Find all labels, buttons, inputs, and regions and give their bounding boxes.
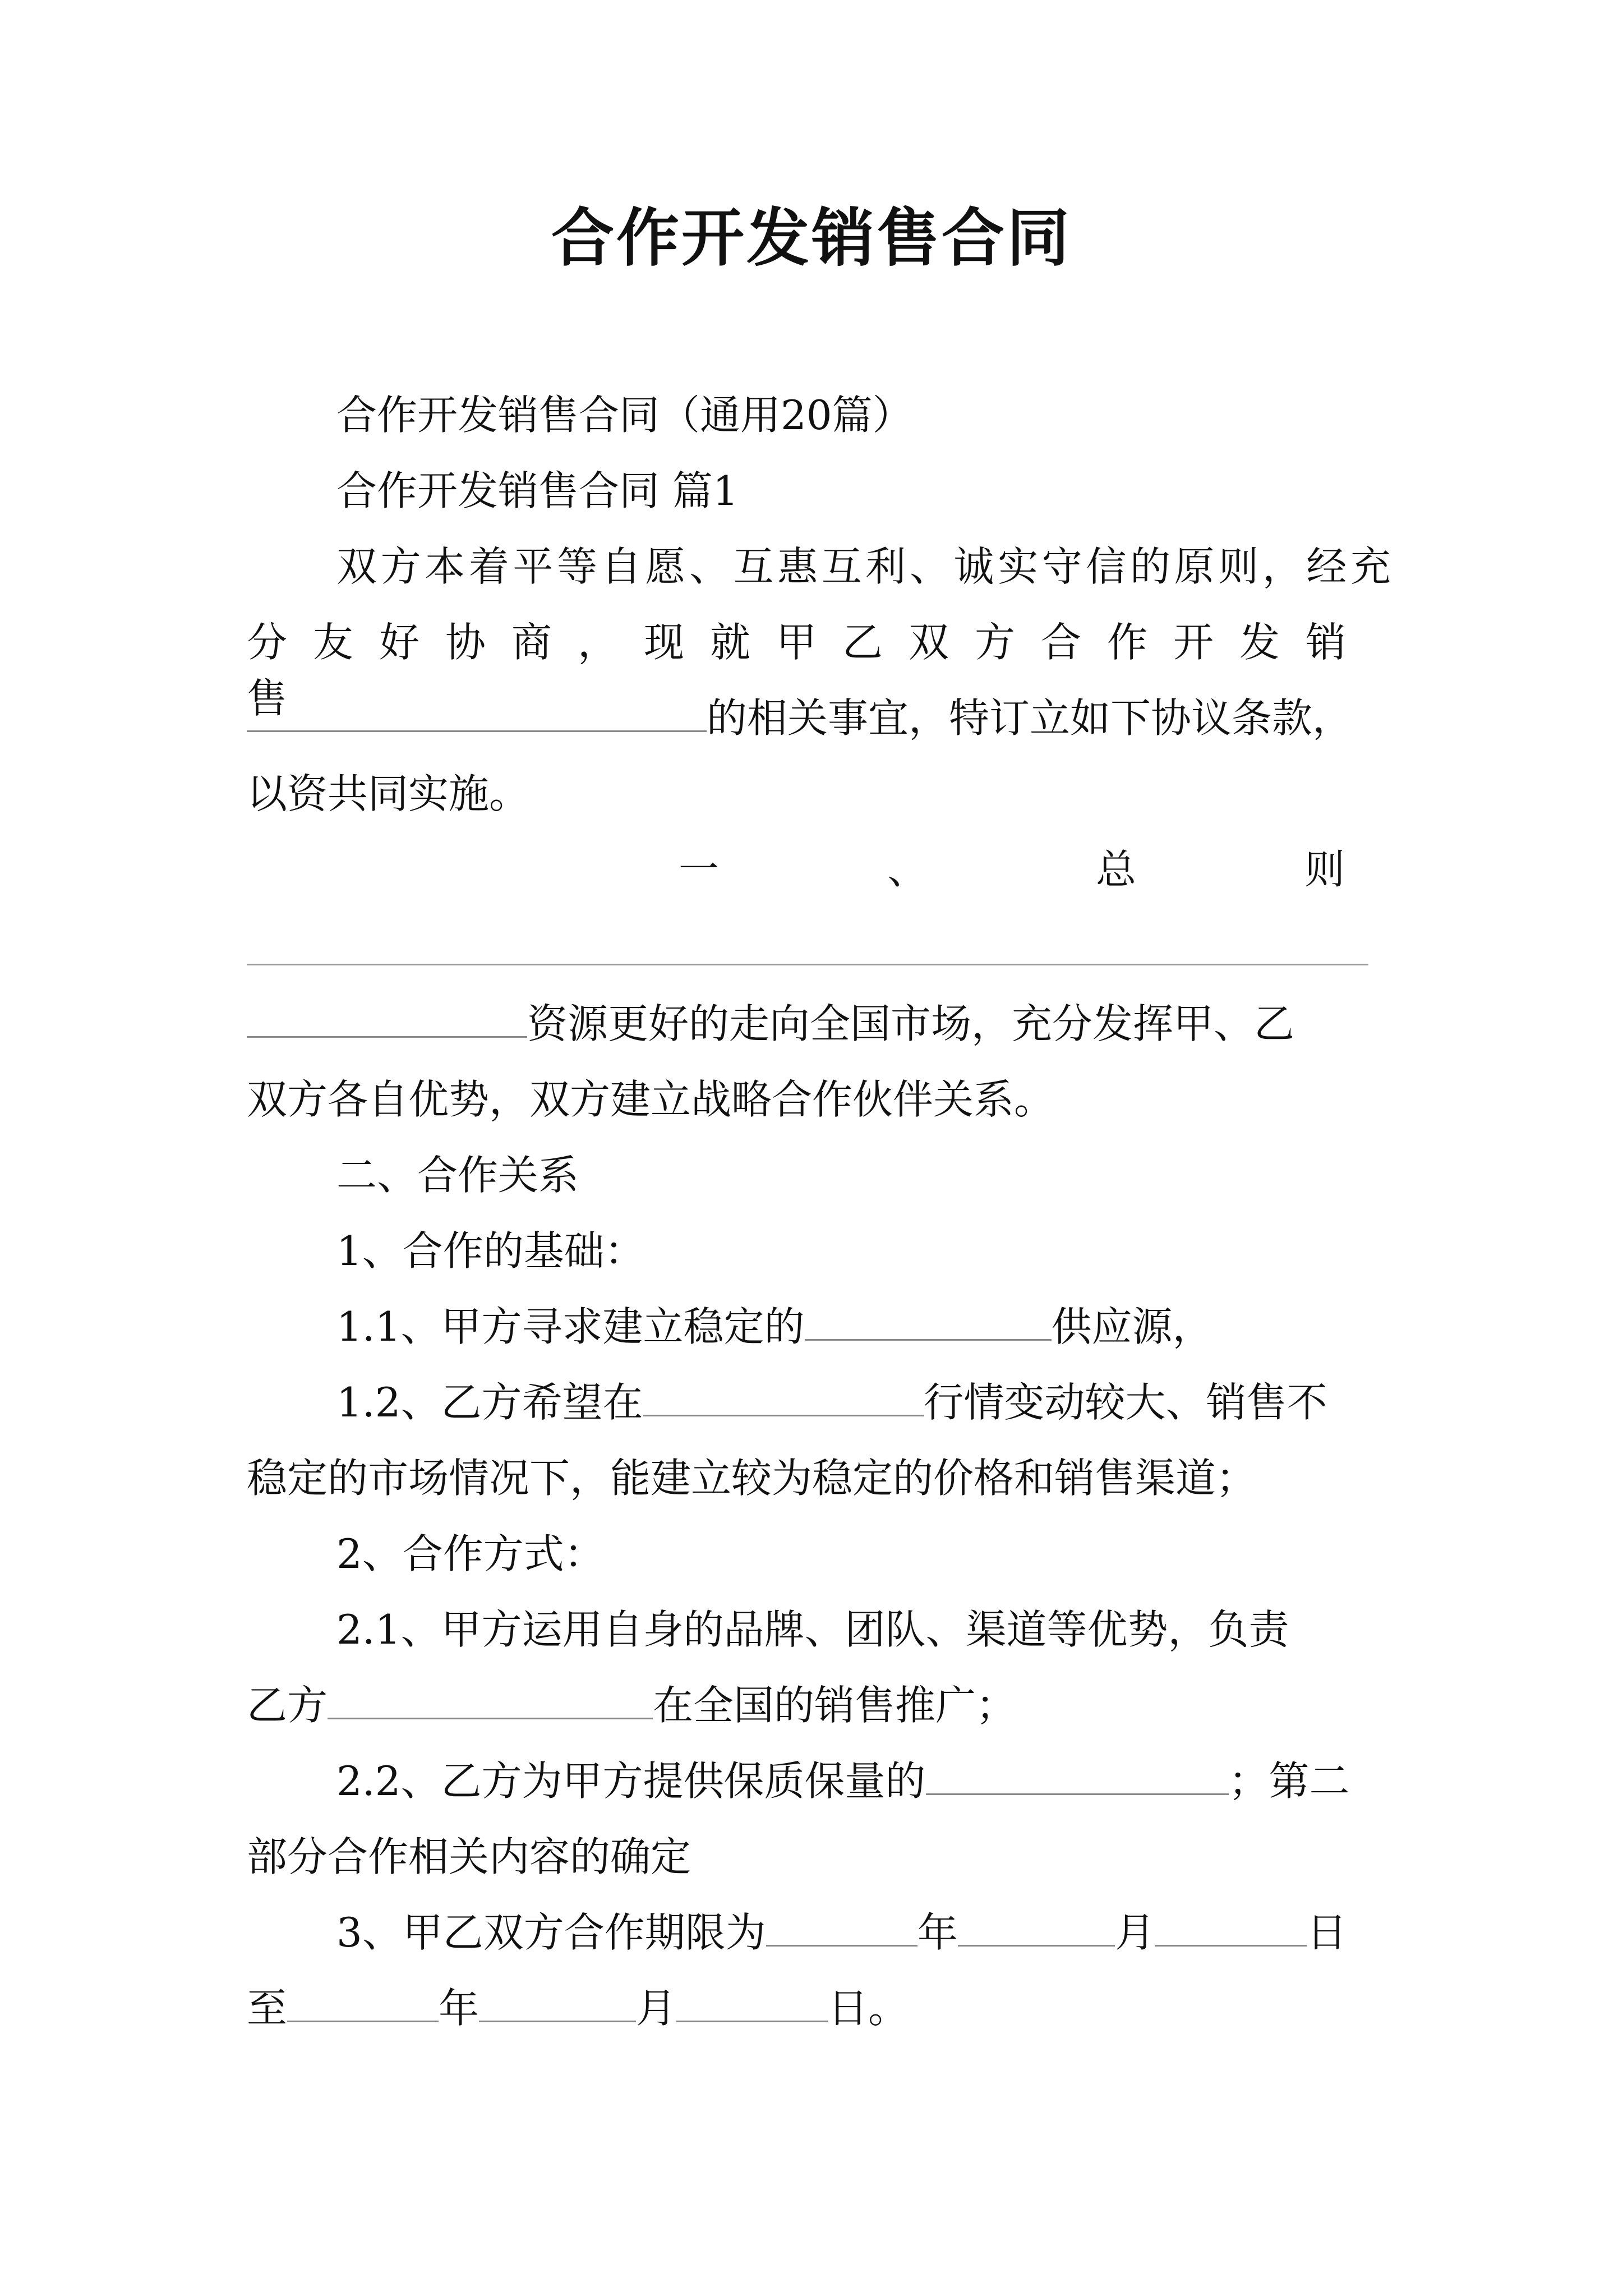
subtitle-line: 合作开发销售合同（通用20篇） — [336, 392, 913, 439]
paragraph-line: 稳定的市场情况下，能建立较为稳定的价格和销售渠道； — [247, 1455, 1257, 1502]
day-label: 日 — [1306, 1909, 1347, 1956]
clause-heading: 1、合作的基础： — [336, 1227, 645, 1274]
term-line — [336, 1904, 1391, 1961]
clause-text: 供应源， — [1051, 1303, 1213, 1350]
year-label: 年 — [917, 1909, 958, 1956]
paragraph-text: 资源更好的走向全国市场，充分发挥甲、乙 — [527, 1000, 1295, 1047]
paragraph-text: 的相关事宜，特订立如下协议条款， — [707, 694, 1353, 742]
fill-in-blank[interactable] — [643, 1380, 924, 1416]
clause-text: 1.2、乙方希望在 — [336, 1379, 643, 1426]
fill-in-blank-year[interactable] — [766, 1910, 917, 1947]
fill-in-blank-year[interactable] — [287, 1986, 439, 2022]
paragraph-line — [247, 996, 1391, 1052]
section-heading-general: 一、总则 — [679, 846, 1514, 893]
document-title: 合作开发销售合同 — [551, 201, 1072, 275]
fill-in-blank-full-line[interactable] — [247, 964, 1368, 965]
fill-in-blank-day[interactable] — [1155, 1910, 1307, 1947]
paragraph-line — [247, 690, 1391, 746]
year-label: 年 — [439, 1985, 479, 2032]
day-label: 日。 — [828, 1985, 909, 2032]
clause-line — [247, 1677, 1391, 1733]
clause-text: 1.1、甲方寻求建立稳定的 — [336, 1303, 805, 1350]
section-heading-cooperation: 二、合作关系 — [336, 1152, 579, 1199]
paragraph-line: 以资共同实施。 — [247, 770, 530, 817]
clause-text: 行情变动较大、销售不 — [923, 1379, 1327, 1426]
clause-text: 2.2、乙方为甲方提供保质保量的 — [336, 1757, 926, 1805]
clause-text: 在全国的销售推广； — [653, 1682, 1017, 1729]
term-text: 至 — [247, 1985, 288, 2032]
fill-in-blank[interactable] — [247, 696, 707, 732]
fill-in-blank-month[interactable] — [958, 1910, 1115, 1947]
paragraph-line: 双方本着平等自愿、互惠互利、诚实守信的原则，经充 — [336, 543, 1391, 590]
month-label: 月 — [636, 1985, 677, 2032]
clause-line — [336, 1374, 1391, 1430]
fill-in-blank[interactable] — [926, 1759, 1229, 1795]
clause-line — [336, 1299, 1391, 1355]
clause-text: 乙方 — [247, 1682, 328, 1729]
term-text: 3、甲乙双方合作期限为 — [336, 1909, 766, 1956]
fill-in-blank-day[interactable] — [676, 1986, 828, 2022]
fill-in-blank[interactable] — [328, 1683, 653, 1719]
term-line — [247, 1980, 1391, 2036]
paragraph-line: 双方各自优势，双方建立战略合作伙伴关系。 — [247, 1076, 1055, 1123]
fill-in-blank[interactable] — [247, 1001, 527, 1038]
clause-text: ；第二 — [1228, 1757, 1350, 1805]
fill-in-blank[interactable] — [805, 1304, 1052, 1341]
month-label: 月 — [1114, 1909, 1155, 1956]
section-heading-part1: 合作开发销售合同 篇1 — [336, 467, 739, 514]
clause-line: 2.1、甲方运用自身的品牌、团队、渠道等优势，负责 — [336, 1606, 1289, 1653]
fill-in-blank-month[interactable] — [479, 1986, 636, 2022]
paragraph-line: 部分合作相关内容的确定 — [247, 1833, 691, 1880]
clause-line — [336, 1753, 1391, 1809]
paragraph-line: 分友好协商，现就甲乙双方合作开发销售 — [247, 619, 1368, 722]
clause-heading: 2、合作方式： — [336, 1530, 605, 1577]
